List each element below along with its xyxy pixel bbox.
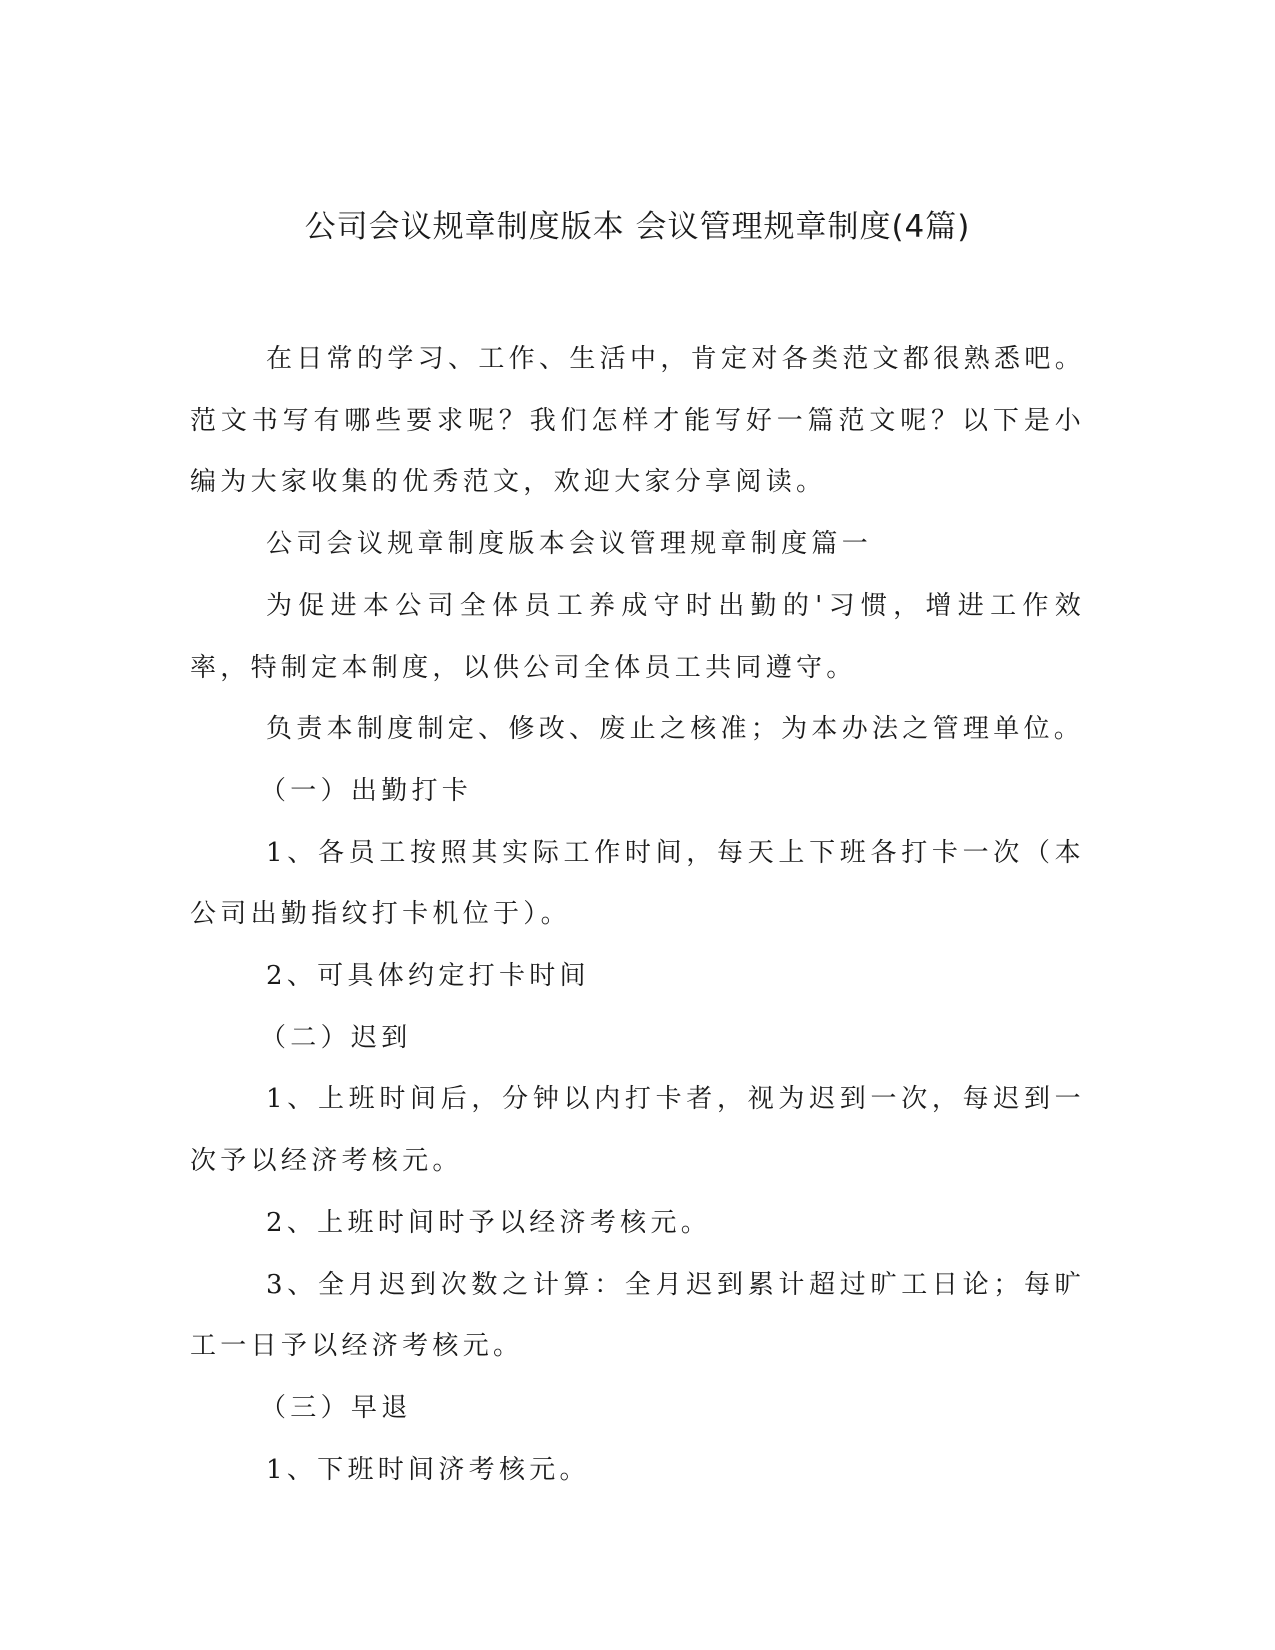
late-rule-2: 2、上班时间时予以经济考核元。 bbox=[266, 1207, 712, 1238]
clock-in-rule-1: 1、各员工按照其实际工作时间，每天上下班各打卡一次（本公司出勤指纹打卡机位于）。 bbox=[190, 837, 1085, 930]
clock-in-rule-2: 2、可具体约定打卡时间 bbox=[266, 961, 590, 992]
late-rule-3: 3、全月迟到次数之计算：全月迟到累计超过旷工日论；每旷工一日予以经济考核元。 bbox=[190, 1269, 1085, 1362]
late-rule-1: 1、上班时间后，分钟以内打卡者，视为迟到一次，每迟到一次予以经济考核元。 bbox=[190, 1084, 1085, 1177]
document-title: 公司会议规章制度版本 会议管理规章制度(4篇) bbox=[304, 209, 971, 245]
early-leave-rule-1: 1、下班时间济考核元。 bbox=[266, 1454, 590, 1485]
section-heading-part-one: 公司会议规章制度版本会议管理规章制度篇一 bbox=[266, 529, 873, 560]
responsibility-paragraph: 负责本制度制定、修改、废止之核准；为本办法之管理单位。 bbox=[266, 714, 1085, 745]
document-body bbox=[190, 329, 1085, 1501]
subheading-attendance-clock-in: （一）出勤打卡 bbox=[260, 775, 473, 806]
subheading-late-arrival: （二）迟到 bbox=[260, 1022, 412, 1053]
subheading-early-leave: （三）早退 bbox=[260, 1392, 412, 1423]
intro-paragraph: 在日常的学习、工作、生活中，肯定对各类范文都很熟悉吧。范文书写有哪些要求呢？我们怎样才能写好一篇范文呢？以下是小编为大家收集的优秀范文，欢迎大家分享阅读。 bbox=[190, 344, 1085, 498]
purpose-paragraph: 为促进本公司全体员工养成守时出勤的'习惯，增进工作效率，特制定本制度，以供公司全体员工共同遵守。 bbox=[190, 590, 1085, 683]
